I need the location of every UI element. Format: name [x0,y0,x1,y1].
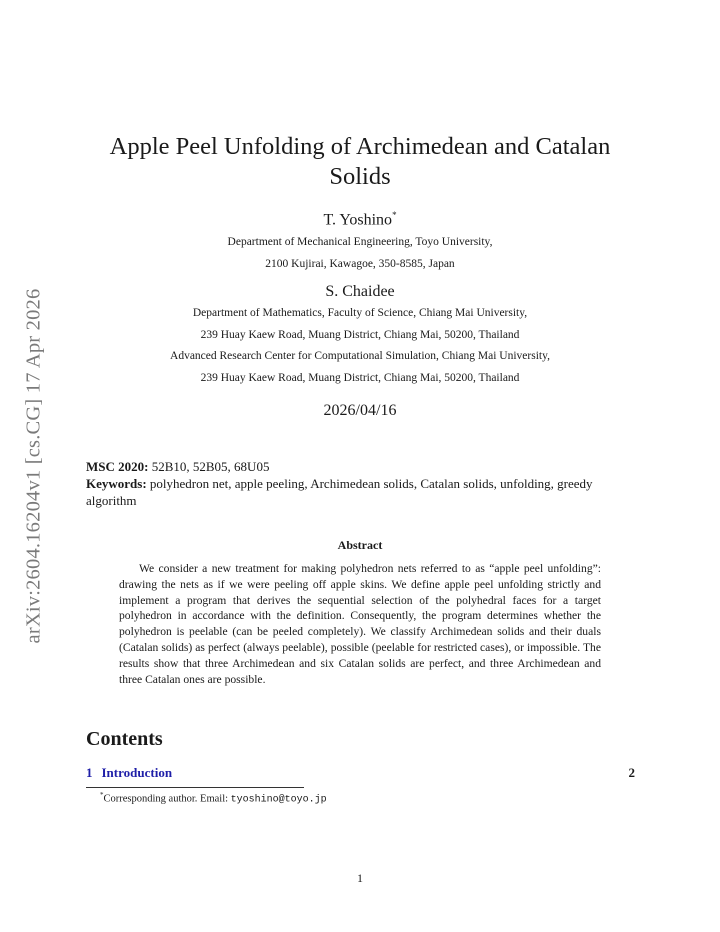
author-1-affiliation-line-1: Department of Mechanical Engineering, Toyo University, [227,236,493,248]
footnote-mark: * [100,791,104,799]
footnote-text: Corresponding author. Email: [103,793,231,805]
contents-heading: Contents [86,728,163,750]
paper-date: 2026/04/16 [323,402,397,419]
title-line-1: Apple Peel Unfolding of Archimedean and Catalan [109,133,611,160]
keywords-value: polyhedron net, apple peeling, Archimedean solids, Catalan solids, unfolding, greedy algorithm [86,476,593,508]
author-2-affiliation-1-line-1: Department of Mathematics, Faculty of Science, Chiang Mai University, [192,307,528,319]
page-number: 1 [357,871,363,885]
toc-entry[interactable] [86,765,635,781]
abstract-heading: Abstract [337,538,383,552]
author-2-name: S. Chaidee [325,283,395,300]
footnote-divider [86,787,304,788]
msc-label: MSC 2020: [86,459,149,474]
author-2-affiliation-1-line-2: 239 Huay Kaew Road, Muang District, Chiang Mai, 50200, Thailand [200,329,520,341]
toc-entry-link[interactable] [86,765,172,781]
keywords-block [86,475,638,509]
abstract-text: We consider a new treatment for making polyhedron nets referred to as “apple peel unfolding”: drawing the nets as if we were peeling off apple skins. We define apple peel unfolding strictly and implement a program that derives the sequential selection of the polyhedral faces for a target polyhedron in accordance with the definition. Consequently, the program determines whether the polyhedron is peelable (can be peeled completely). We classify Archimedean solids and their duals (Catalan solids) as perfect (always peelable), possible (peelable for restricted cases), or impossible. The results show that three Archimedean and six Catalan solids are perfect, and three Archimedean and three Catalan ones are possible. [119,562,601,686]
arxiv-identifier-stamp: arXiv:2604.16204v1 [cs.CG] 17 Apr 2026 [22,288,45,644]
author-1-name: T. Yoshino [323,211,393,229]
toc-entry-title: Introduction [101,765,173,780]
msc-line [86,458,638,475]
keywords-label: Keywords: [86,476,147,491]
author-1-affiliation-line-2: 2100 Kujirai, Kawagoe, 350-8585, Japan [265,258,455,270]
footnote [100,791,327,806]
author-1 [86,210,634,229]
msc-value: 52B10, 52B05, 68U05 [151,459,270,474]
author-1-footnote-mark: * [392,210,397,220]
title-line-2: Solids [329,163,391,190]
paper-title [86,132,634,192]
footnote-email[interactable]: tyoshino@toyo.jp [230,794,327,806]
author-2-affiliation-2-line-2: 239 Huay Kaew Road, Muang District, Chiang Mai, 50200, Thailand [200,372,520,384]
toc-entry-page: 2 [628,765,635,780]
toc-entry-number: 1 [86,765,93,780]
author-2-affiliation-2-line-1: Advanced Research Center for Computational Simulation, Chiang Mai University, [170,350,550,362]
